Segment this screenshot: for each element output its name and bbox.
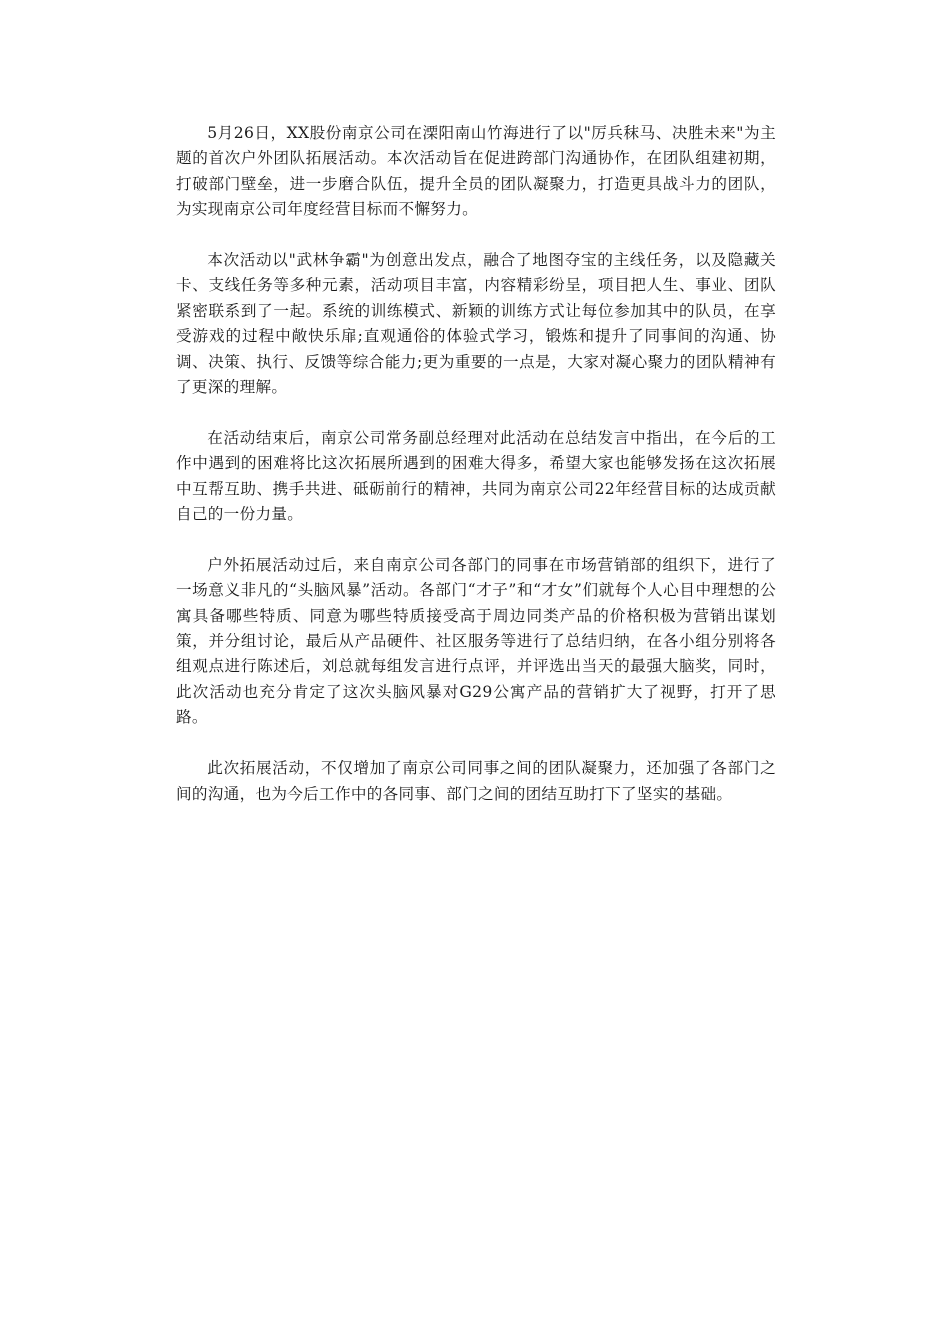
- paragraph-2: 本次活动以"武林争霸"为创意出发点，融合了地图夺宝的主线任务，以及隐藏关卡、支线任务等多种元素，活动项目丰富，内容精彩纷呈，项目把人生、事业、团队紧密联系到了一起。系统的训练模式、新颖的训练方式让每位参加其中的队员，在享受游戏的过程中敞快乐扉;直观通俗的体验式学习，锻炼和提升了同事间的沟通、协调、决策、执行、反馈等综合能力;更为重要的一点是，大家对凝心聚力的团队精神有了更深的理解。: [176, 251, 776, 397]
- paragraph-4: 户外拓展活动过后，来自南京公司各部门的同事在市场营销部的组织下，进行了一场意义非凡的“头脑风暴”活动。各部门“才子”和“才女”们就每个人心目中理想的公寓具备哪些特质、同意为哪些特质接受高于周边同类产品的价格积极为营销出谋划策，并分组讨论，最后从产品硬件、社区服务等进行了总结归纳，在各小组分别将各组观点进行陈述后，刘总就每组发言进行点评，并评选出当天的最强大脑奖，同时，此次活动也充分肯定了这次头脑风暴对G29公寓产品的营销扩大了视野，打开了思路。: [176, 555, 776, 727]
- paragraph-5: 此次拓展活动，不仅增加了南京公司同事之间的团队凝聚力，还加强了各部门之间的沟通，也为今后工作中的各同事、部门之间的团结互助打下了坚实的基础。: [176, 759, 776, 803]
- document-body: [176, 121, 776, 832]
- paragraph-3: 在活动结束后，南京公司常务副总经理对此活动在总结发言中指出，在今后的工作中遇到的困难将比这次拓展所遇到的困难大得多，希望大家也能够发扬在这次拓展中互帮互助、携手共进、砥砺前行的精神，共同为南京公司22年经营目标的达成贡献自己的一份力量。: [176, 428, 776, 524]
- paragraph-1: 5月26日，XX股份南京公司在溧阳南山竹海进行了以"厉兵秣马、决胜未来"为主题的首次户外团队拓展活动。本次活动旨在促进跨部门沟通协作，在团队组建初期，打破部门壁垒，进一步磨合队伍，提升全员的团队凝聚力，打造更具战斗力的团队，为实现南京公司年度经营目标而不懈努力。: [176, 124, 776, 219]
